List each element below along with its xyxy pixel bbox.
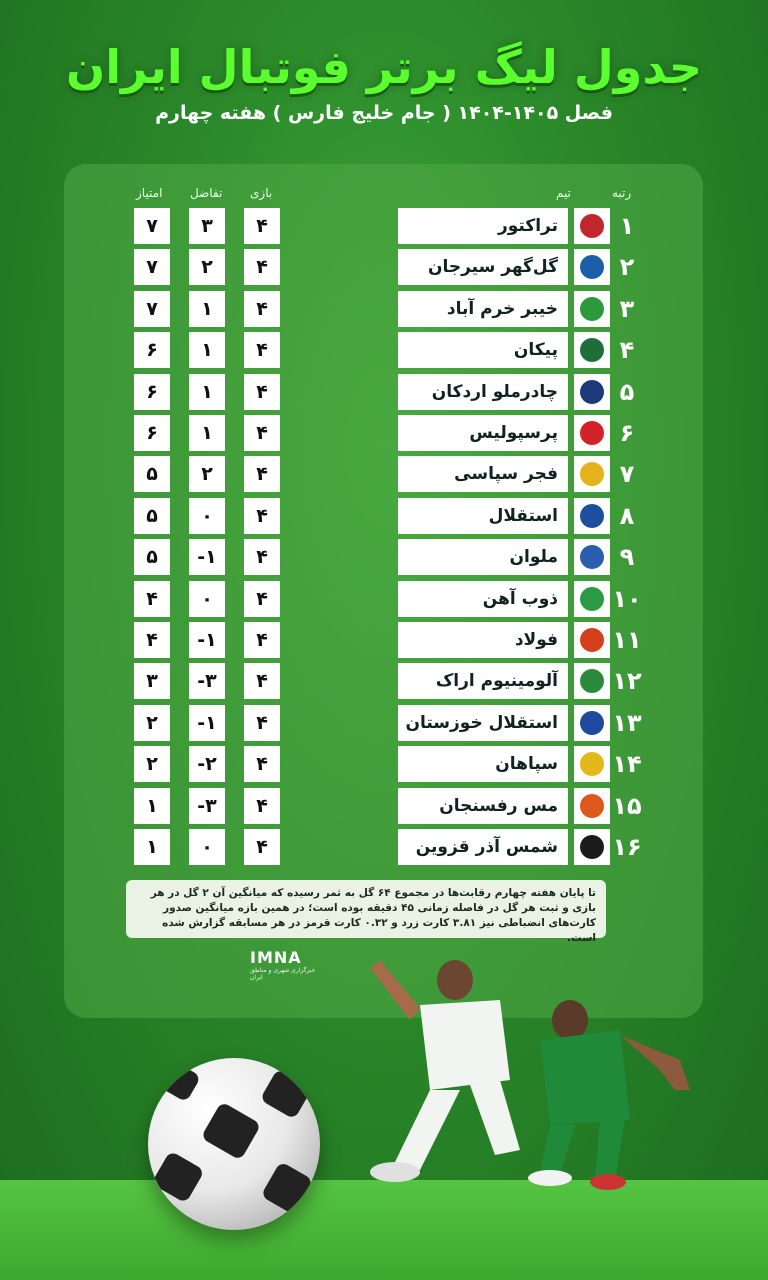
points-cell: ۷ xyxy=(134,208,170,244)
games-cell: ۴ xyxy=(244,829,280,865)
games-cell: ۴ xyxy=(244,498,280,534)
team-name-cell: خیبر خرم آباد xyxy=(398,291,568,327)
rank-cell: ۱۲ xyxy=(612,667,642,696)
rank-cell: ۹ xyxy=(619,543,635,572)
table-row xyxy=(0,332,768,368)
points-cell: ۳ xyxy=(134,663,170,699)
header-diff: تفاضل xyxy=(190,186,223,200)
rank-cell: ۳ xyxy=(619,294,635,323)
table-row xyxy=(0,291,768,327)
team-logo-icon xyxy=(574,291,610,327)
brand-logo xyxy=(250,948,318,984)
team-logo-icon xyxy=(574,332,610,368)
games-cell: ۴ xyxy=(244,332,280,368)
team-name-cell: ملوان xyxy=(398,539,568,575)
team-name-cell: گل‌گهر سیرجان xyxy=(398,249,568,285)
points-cell: ۱ xyxy=(134,829,170,865)
table-row xyxy=(0,498,768,534)
team-logo-icon xyxy=(574,456,610,492)
table-row xyxy=(0,663,768,699)
team-logo-icon xyxy=(574,249,610,285)
points-cell: ۴ xyxy=(134,622,170,658)
table-row xyxy=(0,539,768,575)
points-cell: ۶ xyxy=(134,332,170,368)
rank-cell: ۱۳ xyxy=(612,708,642,737)
goal-diff-cell: ۰ xyxy=(189,581,225,617)
team-logo-icon xyxy=(574,663,610,699)
goal-diff-cell: ۱ xyxy=(189,291,225,327)
brand-name: IMNA xyxy=(250,948,302,967)
points-cell: ۶ xyxy=(134,415,170,451)
table-row xyxy=(0,249,768,285)
games-cell: ۴ xyxy=(244,456,280,492)
points-cell: ۲ xyxy=(134,705,170,741)
team-logo-icon xyxy=(574,539,610,575)
goal-diff-cell: ۱ xyxy=(189,332,225,368)
table-row xyxy=(0,829,768,865)
rank-cell: ۱۵ xyxy=(612,791,642,820)
team-name-cell: تراکتور xyxy=(398,208,568,244)
team-name-cell: ذوب آهن xyxy=(398,581,568,617)
team-logo-icon xyxy=(574,208,610,244)
goal-diff-cell: ۱ xyxy=(189,374,225,410)
team-logo-icon xyxy=(574,746,610,782)
page-title: جدول لیگ برتر فوتبال ایران xyxy=(65,40,703,94)
rank-cell: ۱۶ xyxy=(612,833,642,861)
stats-note: تا پایان هفته چهارم رقابت‌ها در مجموع ۶۴ گل به ثمر رسیده که میانگین آن ۲ گل در هر بازی و ثبت هر گل در فاصله زمانی ۴۵ دقیقه بوده است؛ در همین بازه میانگین صدور کارت‌های انضباطی نیز ۳.۸۱ کارت زرد و ۰.۳۲ کارت قرمز در هر مسابقه گزارش شده است. xyxy=(126,880,606,938)
team-logo-icon xyxy=(574,498,610,534)
rank-cell: ۶ xyxy=(619,419,635,447)
team-logo-icon xyxy=(574,374,610,410)
games-cell: ۴ xyxy=(244,705,280,741)
team-name-cell: فجر سپاسی xyxy=(398,456,568,492)
header-games: بازی xyxy=(250,186,273,200)
goal-diff-cell: -۱ xyxy=(189,539,225,575)
goal-diff-cell: -۱ xyxy=(189,622,225,658)
table-row xyxy=(0,581,768,617)
team-name-cell: آلومینیوم اراک xyxy=(398,663,568,699)
rank-cell: ۱۴ xyxy=(612,750,642,779)
games-cell: ۴ xyxy=(244,291,280,327)
points-cell: ۱ xyxy=(134,788,170,824)
team-name-cell: چادرملو اردکان xyxy=(398,374,568,410)
points-cell: ۷ xyxy=(134,249,170,285)
players-image xyxy=(360,950,700,1190)
team-logo-icon xyxy=(574,705,610,741)
games-cell: ۴ xyxy=(244,374,280,410)
table-row xyxy=(0,415,768,451)
games-cell: ۴ xyxy=(244,622,280,658)
team-logo-icon xyxy=(574,581,610,617)
games-cell: ۴ xyxy=(244,581,280,617)
goal-diff-cell: ۲ xyxy=(189,456,225,492)
points-cell: ۵ xyxy=(134,456,170,492)
points-cell: ۷ xyxy=(134,291,170,327)
goal-diff-cell: ۱ xyxy=(189,415,225,451)
goal-diff-cell: ۰ xyxy=(189,829,225,865)
team-name-cell: پیکان xyxy=(398,332,568,368)
games-cell: ۴ xyxy=(244,788,280,824)
header-rank: رتبه xyxy=(612,186,632,200)
games-cell: ۴ xyxy=(244,663,280,699)
goal-diff-cell: -۱ xyxy=(189,705,225,741)
goal-diff-cell: ۰ xyxy=(189,498,225,534)
goal-diff-cell: -۳ xyxy=(189,788,225,824)
table-row xyxy=(0,746,768,782)
rank-cell: ۲ xyxy=(619,253,635,282)
points-cell: ۲ xyxy=(134,746,170,782)
team-logo-icon xyxy=(574,788,610,824)
rank-cell: ۵ xyxy=(619,377,635,406)
points-cell: ۶ xyxy=(134,374,170,410)
brand-tagline: خبرگزاری شهری و مناطق ایران xyxy=(250,967,316,981)
team-name-cell: استقلال خوزستان xyxy=(398,705,568,741)
team-name-cell: سپاهان xyxy=(398,746,568,782)
games-cell: ۴ xyxy=(244,249,280,285)
header-points: امتیاز xyxy=(136,186,163,200)
team-logo-icon xyxy=(574,829,610,865)
team-name-cell: فولاد xyxy=(398,622,568,658)
points-cell: ۵ xyxy=(134,539,170,575)
goal-diff-cell: -۳ xyxy=(189,663,225,699)
goal-diff-cell: -۲ xyxy=(189,746,225,782)
header-team: تیم xyxy=(556,186,571,200)
games-cell: ۴ xyxy=(244,415,280,451)
team-logo-icon xyxy=(574,415,610,451)
team-name-cell: پرسپولیس xyxy=(398,415,568,451)
team-name-cell: مس رفسنجان xyxy=(398,788,568,824)
points-cell: ۵ xyxy=(134,498,170,534)
goal-diff-cell: ۳ xyxy=(189,208,225,244)
table-row xyxy=(0,374,768,410)
rank-cell: ۷ xyxy=(619,460,635,489)
games-cell: ۴ xyxy=(244,746,280,782)
football-image xyxy=(148,1058,320,1230)
rank-cell: ۱ xyxy=(619,212,635,240)
rank-cell: ۴ xyxy=(619,336,635,365)
games-cell: ۴ xyxy=(244,539,280,575)
rank-cell: ۱۱ xyxy=(612,626,642,654)
rank-cell: ۱۰ xyxy=(612,584,642,613)
goal-diff-cell: ۲ xyxy=(189,249,225,285)
games-cell: ۴ xyxy=(244,208,280,244)
team-logo-icon xyxy=(574,622,610,658)
team-name-cell: شمس آذر قزوین xyxy=(398,829,568,865)
floor xyxy=(0,1180,768,1280)
table-row xyxy=(0,788,768,824)
table-row xyxy=(0,208,768,244)
table-row xyxy=(0,705,768,741)
points-cell: ۴ xyxy=(134,581,170,617)
table-row xyxy=(0,456,768,492)
team-name-cell: استقلال xyxy=(398,498,568,534)
page-subtitle: فصل ۱۴۰۵-۱۴۰۴ ( جام خلیج فارس ) هفته چهارم xyxy=(155,102,613,124)
table-row xyxy=(0,622,768,658)
rank-cell: ۸ xyxy=(619,501,635,530)
